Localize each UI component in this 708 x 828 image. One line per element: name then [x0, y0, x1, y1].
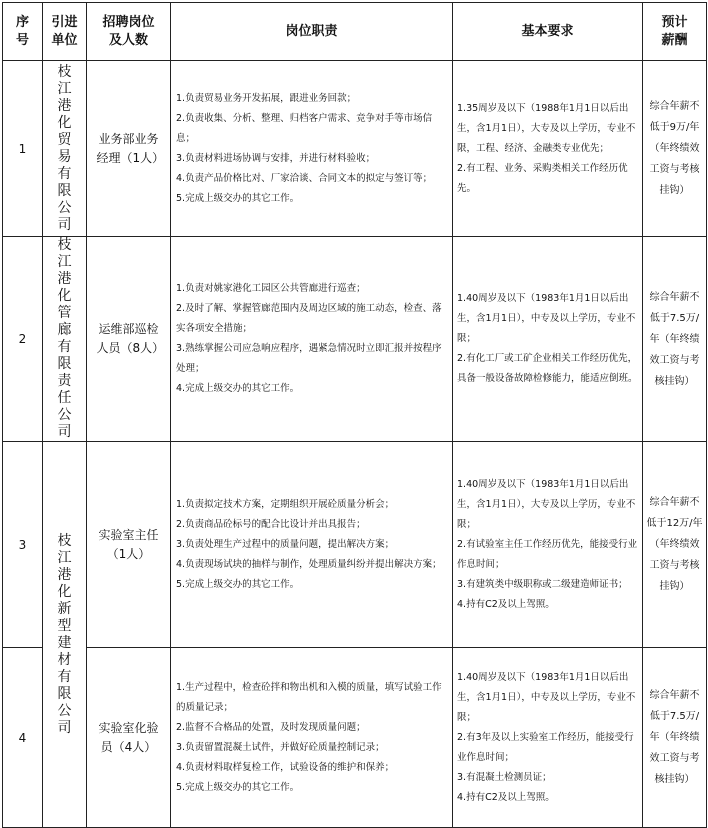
header-seq: 序号: [3, 3, 43, 61]
row-requirements: 1.40周岁及以下（1983年1月1日以后出生，含1月1日），中专及以上学历，专业不限； 2.有3年及以上实验室工作经历，能接受行业作息时间； 3.有混凝土检测员证； 4.持有C2及以上驾照。: [453, 648, 643, 828]
row-duties: 1.负责拟定技术方案，定期组织开展砼质量分析会； 2.负责商品砼标号的配合比设计并出具报告； 3.负责处理生产过程中的质量问题，提出解决方案； 4.负责现场试块的抽样与制作，处理质量纠纷并提出解决方案； 5.完成上级交办的其它工作。: [171, 442, 453, 648]
row-requirements: 1.40周岁及以下（1983年1月1日以后出生，含1月1日），中专及以上学历，专业不限； 2.有化工厂或工矿企业相关工作经历优先，具备一般设备故障检修能力，能适应倒班。: [453, 237, 643, 442]
header-salary: 预计薪酬: [643, 3, 707, 61]
header-row: [3, 3, 707, 61]
row-requirements: 1.35周岁及以下（1988年1月1日以后出生，含1月1日），大专及以上学历，专业不限，工程、经济、金融类专业优先； 2.有工程、业务、采购类相关工作经历优先。: [453, 61, 643, 237]
row-position: 实验室主任（1人）: [87, 442, 171, 648]
row-position: 实验室化验员（4人）: [87, 648, 171, 828]
row-position: 业务部业务经理（1人）: [87, 61, 171, 237]
row-position: 运维部巡检人员（8人）: [87, 237, 171, 442]
row-salary: 综合年薪不低于12万/年（年终绩效工资与考核挂钩）: [643, 442, 707, 648]
row-salary: 综合年薪不低于7.5万/年（年终绩效工资与考核挂钩）: [643, 237, 707, 442]
table-row: [3, 61, 707, 237]
row-seq: 1: [3, 61, 43, 237]
table-row: [3, 648, 707, 828]
recruitment-table: [2, 2, 707, 828]
table-row: [3, 237, 707, 442]
header-duties: 岗位职责: [171, 3, 453, 61]
row-company: 枝江港化贸易有限公司: [43, 61, 87, 237]
header-company: 引进单位: [43, 3, 87, 61]
row-salary: 综合年薪不低于9万/年（年终绩效工资与考核挂钩）: [643, 61, 707, 237]
header-requirements: 基本要求: [453, 3, 643, 61]
row-seq: 4: [3, 648, 43, 828]
row-salary: 综合年薪不低于7.5万/年（年终绩效工资与考核挂钩）: [643, 648, 707, 828]
row-duties: 1.生产过程中，检查砼拌和物出机和入模的质量，填写试验工作的质量记录； 2.监督不合格品的处置，及时发现质量问题； 3.负责留置混凝土试件，并做好砼质量控制记录； 4.负责材料取样复检工作，试验设备的维护和保养； 5.完成上级交办的其它工作。: [171, 648, 453, 828]
row-duties: 1.负责对姚家港化工园区公共管廊进行巡查； 2.及时了解、掌握管廊范围内及周边区域的施工动态，检查、落实各项安全措施； 3.熟练掌握公司应急响应程序，遇紧急情况时立即汇报并按程序处理； 4.完成上级交办的其它工作。: [171, 237, 453, 442]
table-row: [3, 442, 707, 648]
row-seq: 2: [3, 237, 43, 442]
header-position: 招聘岗位及人数: [87, 3, 171, 61]
row-duties: 1.负责贸易业务开发拓展，跟进业务回款； 2.负责收集、分析、整理、归档客户需求、竞争对手等市场信息； 3.负责材料进场协调与安排，并进行材料验收； 4.负责产品价格比对、厂家洽谈、合同文本的拟定与签订等； 5.完成上级交办的其它工作。: [171, 61, 453, 237]
row-company: 枝江港化管廊有限责任公司: [43, 237, 87, 442]
row-company: 枝江港化新型建材有限公司: [43, 442, 87, 828]
row-seq: 3: [3, 442, 43, 648]
row-requirements: 1.40周岁及以下（1983年1月1日以后出生，含1月1日），大专及以上学历，专业不限； 2.有试验室主任工作经历优先，能接受行业作息时间； 3.有建筑类中级职称或二级建造师证书； 4.持有C2及以上驾照。: [453, 442, 643, 648]
